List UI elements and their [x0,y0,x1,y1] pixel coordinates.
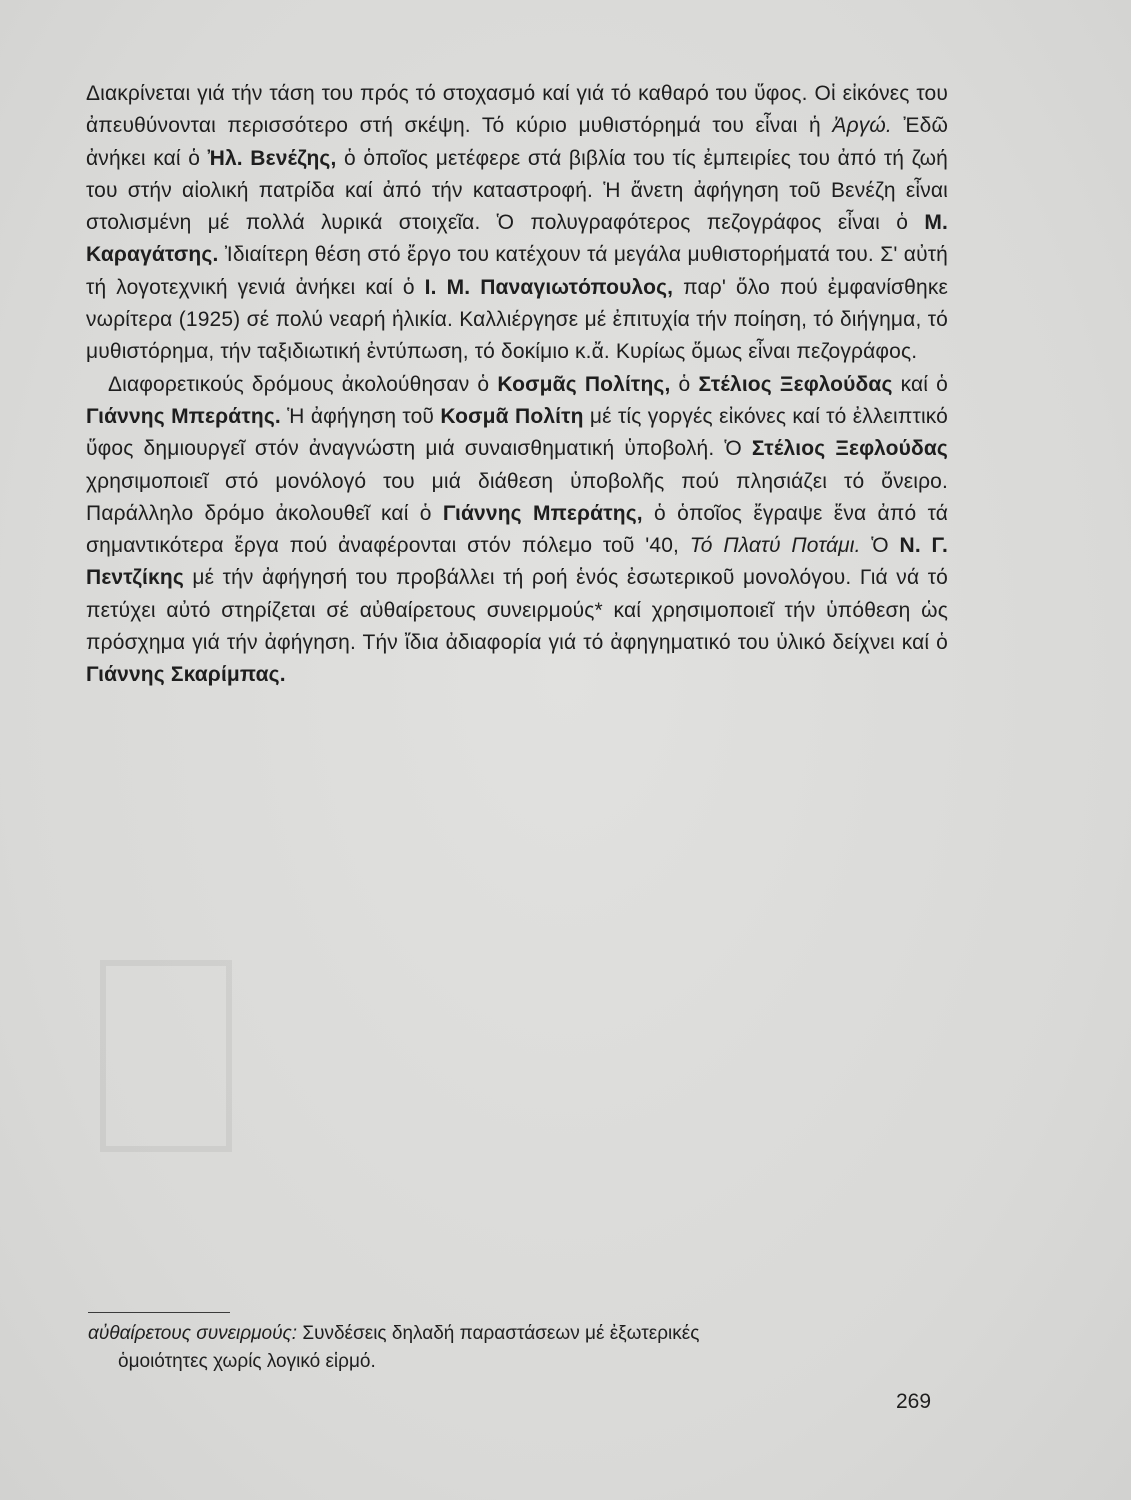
author-xefloudas-2: Στέλιος Ξεφλούδας [751,437,948,461]
p2-text-9: μέ τήν ἀφήγησή του προβάλλει τή ροή ἑνός ἐσωτερικοῦ μονολόγου. Γιά νά τό πετύχει αὐτό στηρίζεται σέ αὐθαίρετους συνειρμούς* καί χρησιμοποιεῖ τήν ὑπόθεση ὡς πρόσχημα γιά τήν ἀφήγηση. Τήν ἴδια ἀδιαφορία γιά τό ἀφηγηματικό του ὑλικό δείχνει καί ὁ [86,566,948,655]
footnote-term: αὐθαίρετους συνειρμούς: [88,1323,298,1344]
p1-text-1: Διακρίνεται γιά τήν τάση του πρός τό στοχασμό καί γιά τό καθαρό του ὕφος. Οἱ εἰκόνες του ἀπευθύνονται περισσότερο στή σκέψη. Τό κύριο μυθιστόρημά του εἶναι ἡ [86,82,948,138]
author-xefloudas: Στέλιος Ξεφλούδας [698,372,893,396]
footnote-definition: Συνδέσεις δηλαδή παραστάσεων μέ ἐξωτερικές [297,1323,700,1344]
p2-text-3: καί ὁ [892,372,948,396]
p2-text-4: Ἡ ἀφήγηση τοῦ [280,404,441,428]
footnote [88,1320,950,1376]
author-pentzikis: Ν. Γ. Πεντζίκης [86,534,948,590]
author-beratis-2: Γιάννης Μπεράτης, [442,501,643,525]
paragraph-1 [86,78,948,369]
main-text [86,78,948,692]
p1-text-2: Ἐδῶ ἀνήκει καί ὁ [86,114,948,170]
author-politi: Κοσμᾶ Πολίτη [440,404,584,428]
p2-text-8: Ὁ [860,534,900,558]
author-panagiotopoulos: Ι. Μ. Παναγιωτόπουλος, [424,275,674,299]
p2-text-1: Διαφορετικούς δρόμους ἀκολούθησαν ὁ [108,372,498,396]
footnote-definition-continued: ὁμοιότητες χωρίς λογικό εἱρμό. [118,1351,376,1372]
p1-text-3: ὁ ὁποῖος μετέφερε στά βιβλία του τίς ἐμπειρίες του ἀπό τή ζωή του στήν αἰολική πατρίδα καί ἀπό τήν καταστροφή. Ἡ ἄνετη ἀφήγηση τοῦ Βενέζη εἶναι στολισμένη μέ πολλά λυρικά στοιχεῖα. Ὁ πολυγραφότερος πεζογράφος εἶναι ὁ [86,146,948,235]
p1-text-4: Ἰδιαίτερη θέση στό ἔργο του κατέχουν τά μεγάλα μυθιστορήματά του. Σ' αὐτή τή λογοτεχνική γενιά ἀνήκει καί ὁ [86,243,948,299]
title-platy-potami: Τό Πλατύ Ποτάμι. [689,534,861,558]
p2-text-7: ὁ ὁποῖος ἔγραψε ἕνα ἀπό τά σημαντικότερα ἔργα πού ἀναφέρονται στόν πόλεμο τοῦ '40, [86,501,949,558]
author-venezis: Ἠλ. Βενέζης, [207,146,337,170]
footnote-divider [88,1312,230,1313]
bleed-through-shape [100,960,232,1152]
author-skarimpas: Γιάννης Σκαρίμπας. [86,663,286,687]
author-karagatsis: Μ. Καραγάτσης. [86,211,948,267]
p2-text-6: χρησιμοποιεῖ στό μονόλογό του μιά διάθεση ὑποβολῆς πού πλησιάζει τό ὄνειρο. Παράλληλο δρόμο ἀκολουθεῖ καί ὁ [86,469,948,525]
p2-text-2: ὁ [670,372,699,396]
author-politis: Κοσμᾶς Πολίτης, [497,372,671,396]
page-number: 269 [896,1390,932,1413]
author-beratis: Γιάννης Μπεράτης. [86,404,281,428]
p2-text-5: μέ τίς γοργές εἰκόνες καί τό ἐλλειπτικό ὕφος δημιουργεῖ στόν ἀναγνώστη μιά συναισθηματική ὑποβολή. Ὁ [86,404,948,461]
paragraph-2 [86,369,948,692]
p1-text-5: παρ' ὅλο πού ἐμφανίσθηκε νωρίτερα (1925) σέ πολύ νεαρή ἡλικία. Καλλιέργησε μέ ἐπιτυχία τήν ποίηση, τό διήγημα, τό μυθιστόρημα, τήν ταξιδιωτική ἐντύπωση, τό δοκίμιο κ.ἄ. Κυρίως ὅμως εἶναι πεζογράφος. [86,275,948,364]
title-argo: Ἀργώ. [832,114,892,138]
